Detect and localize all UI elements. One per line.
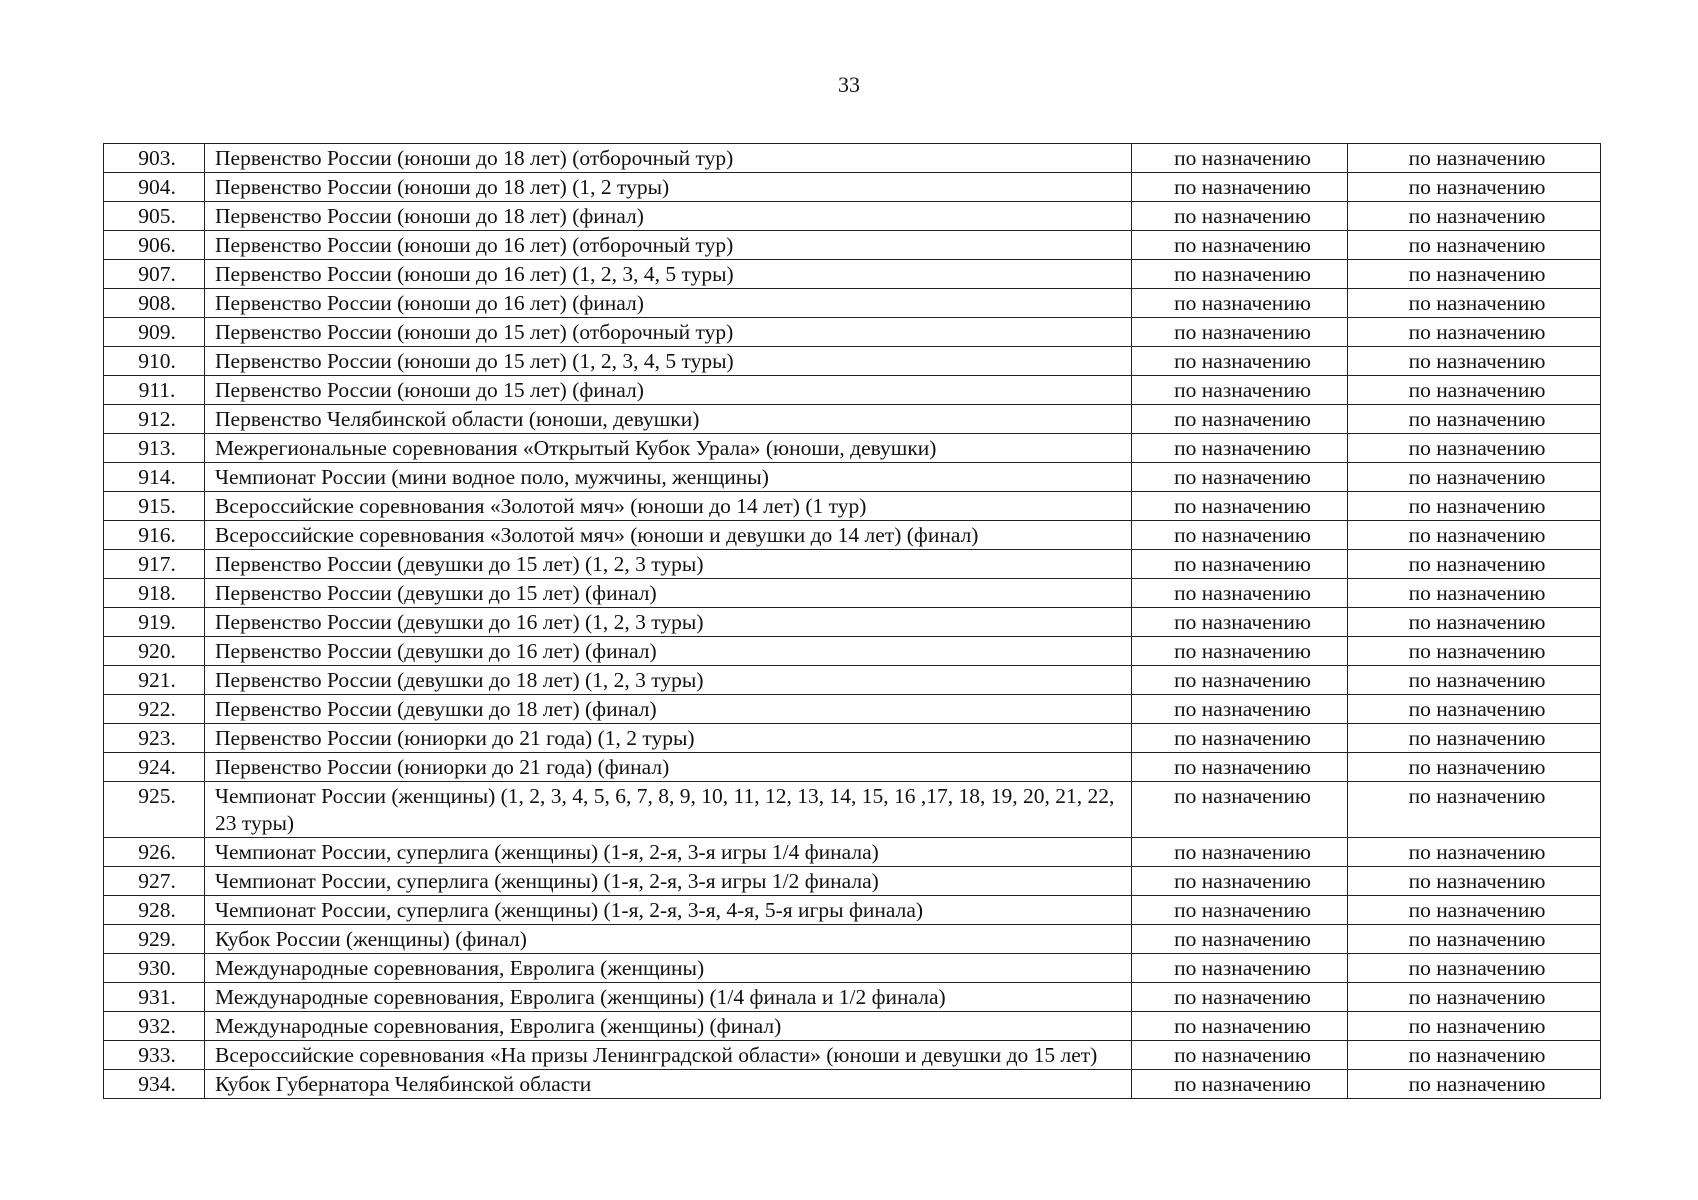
table-row bbox=[104, 173, 1601, 202]
table-row bbox=[104, 896, 1601, 925]
row-number-cell: 926. bbox=[104, 838, 205, 867]
assignment-cell: по назначению bbox=[1348, 838, 1601, 867]
table-row bbox=[104, 867, 1601, 896]
assignment-cell: по назначению bbox=[1348, 144, 1601, 173]
assignment-cell: по назначению bbox=[1132, 925, 1348, 954]
assignment-cell: по назначению bbox=[1348, 434, 1601, 463]
table-row bbox=[104, 289, 1601, 318]
row-number-cell: 927. bbox=[104, 867, 205, 896]
event-name-cell: Межрегиональные соревнования «Открытый Кубок Урала» (юноши, девушки) bbox=[205, 434, 1132, 463]
table-row bbox=[104, 983, 1601, 1012]
assignment-cell: по назначению bbox=[1348, 666, 1601, 695]
row-number-cell: 925. bbox=[104, 782, 205, 838]
event-name-cell: Всероссийские соревнования «На призы Ленинградской области» (юноши и девушки до 15 лет) bbox=[205, 1041, 1132, 1070]
event-name-cell: Первенство России (юноши до 15 лет) (финал) bbox=[205, 376, 1132, 405]
assignment-cell: по назначению bbox=[1348, 550, 1601, 579]
row-number-cell: 914. bbox=[104, 463, 205, 492]
assignment-cell: по назначению bbox=[1132, 608, 1348, 637]
row-number-cell: 933. bbox=[104, 1041, 205, 1070]
assignment-cell: по назначению bbox=[1132, 637, 1348, 666]
event-name-cell: Чемпионат России (мини водное поло, мужчины, женщины) bbox=[205, 463, 1132, 492]
table-row bbox=[104, 925, 1601, 954]
assignment-cell: по назначению bbox=[1132, 724, 1348, 753]
table-row bbox=[104, 231, 1601, 260]
event-name-cell: Первенство России (юноши до 18 лет) (финал) bbox=[205, 202, 1132, 231]
row-number-cell: 934. bbox=[104, 1070, 205, 1099]
event-name-cell: Первенство России (юноши до 18 лет) (1, 2 туры) bbox=[205, 173, 1132, 202]
table-body bbox=[104, 144, 1601, 1099]
row-number-cell: 930. bbox=[104, 954, 205, 983]
event-name-cell: Первенство России (девушки до 18 лет) (финал) bbox=[205, 695, 1132, 724]
table-row bbox=[104, 1070, 1601, 1099]
assignment-cell: по назначению bbox=[1132, 318, 1348, 347]
row-number-cell: 911. bbox=[104, 376, 205, 405]
assignment-cell: по назначению bbox=[1348, 782, 1601, 838]
assignment-cell: по назначению bbox=[1348, 492, 1601, 521]
table-row bbox=[104, 463, 1601, 492]
row-number-cell: 917. bbox=[104, 550, 205, 579]
event-name-cell: Чемпионат России, суперлига (женщины) (1-я, 2-я, 3-я игры 1/2 финала) bbox=[205, 867, 1132, 896]
assignment-cell: по назначению bbox=[1132, 1041, 1348, 1070]
row-number-cell: 929. bbox=[104, 925, 205, 954]
assignment-cell: по назначению bbox=[1348, 1070, 1601, 1099]
row-number-cell: 909. bbox=[104, 318, 205, 347]
table-row bbox=[104, 521, 1601, 550]
table-row bbox=[104, 1041, 1601, 1070]
assignment-cell: по назначению bbox=[1132, 434, 1348, 463]
row-number-cell: 915. bbox=[104, 492, 205, 521]
event-name-cell: Первенство России (юноши до 18 лет) (отборочный тур) bbox=[205, 144, 1132, 173]
assignment-cell: по назначению bbox=[1348, 608, 1601, 637]
table-row bbox=[104, 318, 1601, 347]
assignment-cell: по назначению bbox=[1132, 838, 1348, 867]
row-number-cell: 910. bbox=[104, 347, 205, 376]
row-number-cell: 912. bbox=[104, 405, 205, 434]
assignment-cell: по назначению bbox=[1132, 983, 1348, 1012]
table-row bbox=[104, 579, 1601, 608]
row-number-cell: 904. bbox=[104, 173, 205, 202]
assignment-cell: по назначению bbox=[1132, 405, 1348, 434]
event-name-cell: Первенство России (девушки до 15 лет) (финал) bbox=[205, 579, 1132, 608]
table-row bbox=[104, 1012, 1601, 1041]
row-number-cell: 921. bbox=[104, 666, 205, 695]
assignment-cell: по назначению bbox=[1348, 753, 1601, 782]
event-name-cell: Первенство России (юноши до 16 лет) (отборочный тур) bbox=[205, 231, 1132, 260]
event-name-cell: Международные соревнования, Евролига (женщины) bbox=[205, 954, 1132, 983]
table-row bbox=[104, 838, 1601, 867]
assignment-cell: по назначению bbox=[1348, 405, 1601, 434]
assignment-cell: по назначению bbox=[1132, 376, 1348, 405]
table-row bbox=[104, 637, 1601, 666]
row-number-cell: 908. bbox=[104, 289, 205, 318]
assignment-cell: по назначению bbox=[1132, 867, 1348, 896]
table-row bbox=[104, 260, 1601, 289]
table-row bbox=[104, 144, 1601, 173]
assignment-cell: по назначению bbox=[1132, 782, 1348, 838]
assignment-cell: по назначению bbox=[1132, 1070, 1348, 1099]
assignment-cell: по назначению bbox=[1348, 724, 1601, 753]
row-number-cell: 907. bbox=[104, 260, 205, 289]
assignment-cell: по назначению bbox=[1348, 867, 1601, 896]
table-row bbox=[104, 782, 1601, 838]
row-number-cell: 913. bbox=[104, 434, 205, 463]
row-number-cell: 932. bbox=[104, 1012, 205, 1041]
event-name-cell: Первенство России (девушки до 16 лет) (финал) bbox=[205, 637, 1132, 666]
event-name-cell: Первенство России (девушки до 15 лет) (1, 2, 3 туры) bbox=[205, 550, 1132, 579]
row-number-cell: 922. bbox=[104, 695, 205, 724]
event-name-cell: Первенство Челябинской области (юноши, девушки) bbox=[205, 405, 1132, 434]
page-number: 33 bbox=[838, 72, 860, 97]
assignment-cell: по назначению bbox=[1348, 376, 1601, 405]
assignment-cell: по назначению bbox=[1132, 260, 1348, 289]
assignment-cell: по назначению bbox=[1132, 144, 1348, 173]
event-name-cell: Первенство России (юниорки до 21 года) (1, 2 туры) bbox=[205, 724, 1132, 753]
row-number-cell: 931. bbox=[104, 983, 205, 1012]
assignment-cell: по назначению bbox=[1348, 1012, 1601, 1041]
event-name-cell: Чемпионат России, суперлига (женщины) (1-я, 2-я, 3-я игры 1/4 финала) bbox=[205, 838, 1132, 867]
assignment-cell: по назначению bbox=[1132, 753, 1348, 782]
assignment-cell: по назначению bbox=[1132, 954, 1348, 983]
row-number-cell: 924. bbox=[104, 753, 205, 782]
table-row bbox=[104, 376, 1601, 405]
table-row bbox=[104, 550, 1601, 579]
row-number-cell: 903. bbox=[104, 144, 205, 173]
event-name-cell: Всероссийские соревнования «Золотой мяч» (юноши до 14 лет) (1 тур) bbox=[205, 492, 1132, 521]
assignment-cell: по назначению bbox=[1132, 347, 1348, 376]
event-name-cell: Чемпионат России, суперлига (женщины) (1-я, 2-я, 3-я, 4-я, 5-я игры финала) bbox=[205, 896, 1132, 925]
assignment-cell: по назначению bbox=[1348, 579, 1601, 608]
assignment-cell: по назначению bbox=[1132, 579, 1348, 608]
table-row bbox=[104, 405, 1601, 434]
table-row bbox=[104, 724, 1601, 753]
table-row bbox=[104, 608, 1601, 637]
events-table bbox=[103, 143, 1601, 1099]
event-name-cell: Первенство России (юноши до 15 лет) (1, 2, 3, 4, 5 туры) bbox=[205, 347, 1132, 376]
row-number-cell: 916. bbox=[104, 521, 205, 550]
assignment-cell: по назначению bbox=[1348, 289, 1601, 318]
event-name-cell: Всероссийские соревнования «Золотой мяч» (юноши и девушки до 14 лет) (финал) bbox=[205, 521, 1132, 550]
row-number-cell: 920. bbox=[104, 637, 205, 666]
assignment-cell: по назначению bbox=[1348, 954, 1601, 983]
assignment-cell: по назначению bbox=[1132, 666, 1348, 695]
row-number-cell: 918. bbox=[104, 579, 205, 608]
assignment-cell: по назначению bbox=[1348, 260, 1601, 289]
assignment-cell: по назначению bbox=[1132, 173, 1348, 202]
table-row bbox=[104, 954, 1601, 983]
assignment-cell: по назначению bbox=[1348, 637, 1601, 666]
event-name-cell: Международные соревнования, Евролига (женщины) (1/4 финала и 1/2 финала) bbox=[205, 983, 1132, 1012]
assignment-cell: по назначению bbox=[1348, 925, 1601, 954]
event-name-cell: Первенство России (девушки до 16 лет) (1, 2, 3 туры) bbox=[205, 608, 1132, 637]
assignment-cell: по назначению bbox=[1132, 521, 1348, 550]
row-number-cell: 928. bbox=[104, 896, 205, 925]
table-row bbox=[104, 202, 1601, 231]
event-name-cell: Первенство России (девушки до 18 лет) (1, 2, 3 туры) bbox=[205, 666, 1132, 695]
assignment-cell: по назначению bbox=[1348, 231, 1601, 260]
table-row bbox=[104, 492, 1601, 521]
assignment-cell: по назначению bbox=[1348, 347, 1601, 376]
event-name-cell: Первенство России (юноши до 16 лет) (финал) bbox=[205, 289, 1132, 318]
assignment-cell: по назначению bbox=[1348, 463, 1601, 492]
row-number-cell: 919. bbox=[104, 608, 205, 637]
assignment-cell: по назначению bbox=[1132, 202, 1348, 231]
event-name-cell: Первенство России (юноши до 16 лет) (1, 2, 3, 4, 5 туры) bbox=[205, 260, 1132, 289]
assignment-cell: по назначению bbox=[1132, 896, 1348, 925]
assignment-cell: по назначению bbox=[1348, 896, 1601, 925]
assignment-cell: по назначению bbox=[1348, 983, 1601, 1012]
table-row bbox=[104, 434, 1601, 463]
table-row bbox=[104, 753, 1601, 782]
event-name-cell: Международные соревнования, Евролига (женщины) (финал) bbox=[205, 1012, 1132, 1041]
table-row bbox=[104, 666, 1601, 695]
assignment-cell: по назначению bbox=[1132, 1012, 1348, 1041]
event-name-cell: Первенство России (юниорки до 21 года) (финал) bbox=[205, 753, 1132, 782]
assignment-cell: по назначению bbox=[1132, 463, 1348, 492]
assignment-cell: по назначению bbox=[1348, 1041, 1601, 1070]
row-number-cell: 905. bbox=[104, 202, 205, 231]
assignment-cell: по назначению bbox=[1132, 231, 1348, 260]
assignment-cell: по назначению bbox=[1348, 173, 1601, 202]
assignment-cell: по назначению bbox=[1132, 289, 1348, 318]
row-number-cell: 923. bbox=[104, 724, 205, 753]
table-row bbox=[104, 347, 1601, 376]
assignment-cell: по назначению bbox=[1348, 202, 1601, 231]
assignment-cell: по назначению bbox=[1132, 695, 1348, 724]
event-name-cell: Кубок Губернатора Челябинской области bbox=[205, 1070, 1132, 1099]
row-number-cell: 906. bbox=[104, 231, 205, 260]
assignment-cell: по назначению bbox=[1132, 550, 1348, 579]
assignment-cell: по назначению bbox=[1348, 695, 1601, 724]
assignment-cell: по назначению bbox=[1348, 521, 1601, 550]
table-row bbox=[104, 695, 1601, 724]
event-name-cell: Первенство России (юноши до 15 лет) (отборочный тур) bbox=[205, 318, 1132, 347]
assignment-cell: по назначению bbox=[1348, 318, 1601, 347]
event-name-cell: Кубок России (женщины) (финал) bbox=[205, 925, 1132, 954]
event-name-cell: Чемпионат России (женщины) (1, 2, 3, 4, 5, 6, 7, 8, 9, 10, 11, 12, 13, 14, 15, 16 ,17, 18, 19, 20, 21, 22, 23 туры) bbox=[205, 782, 1132, 838]
assignment-cell: по назначению bbox=[1132, 492, 1348, 521]
